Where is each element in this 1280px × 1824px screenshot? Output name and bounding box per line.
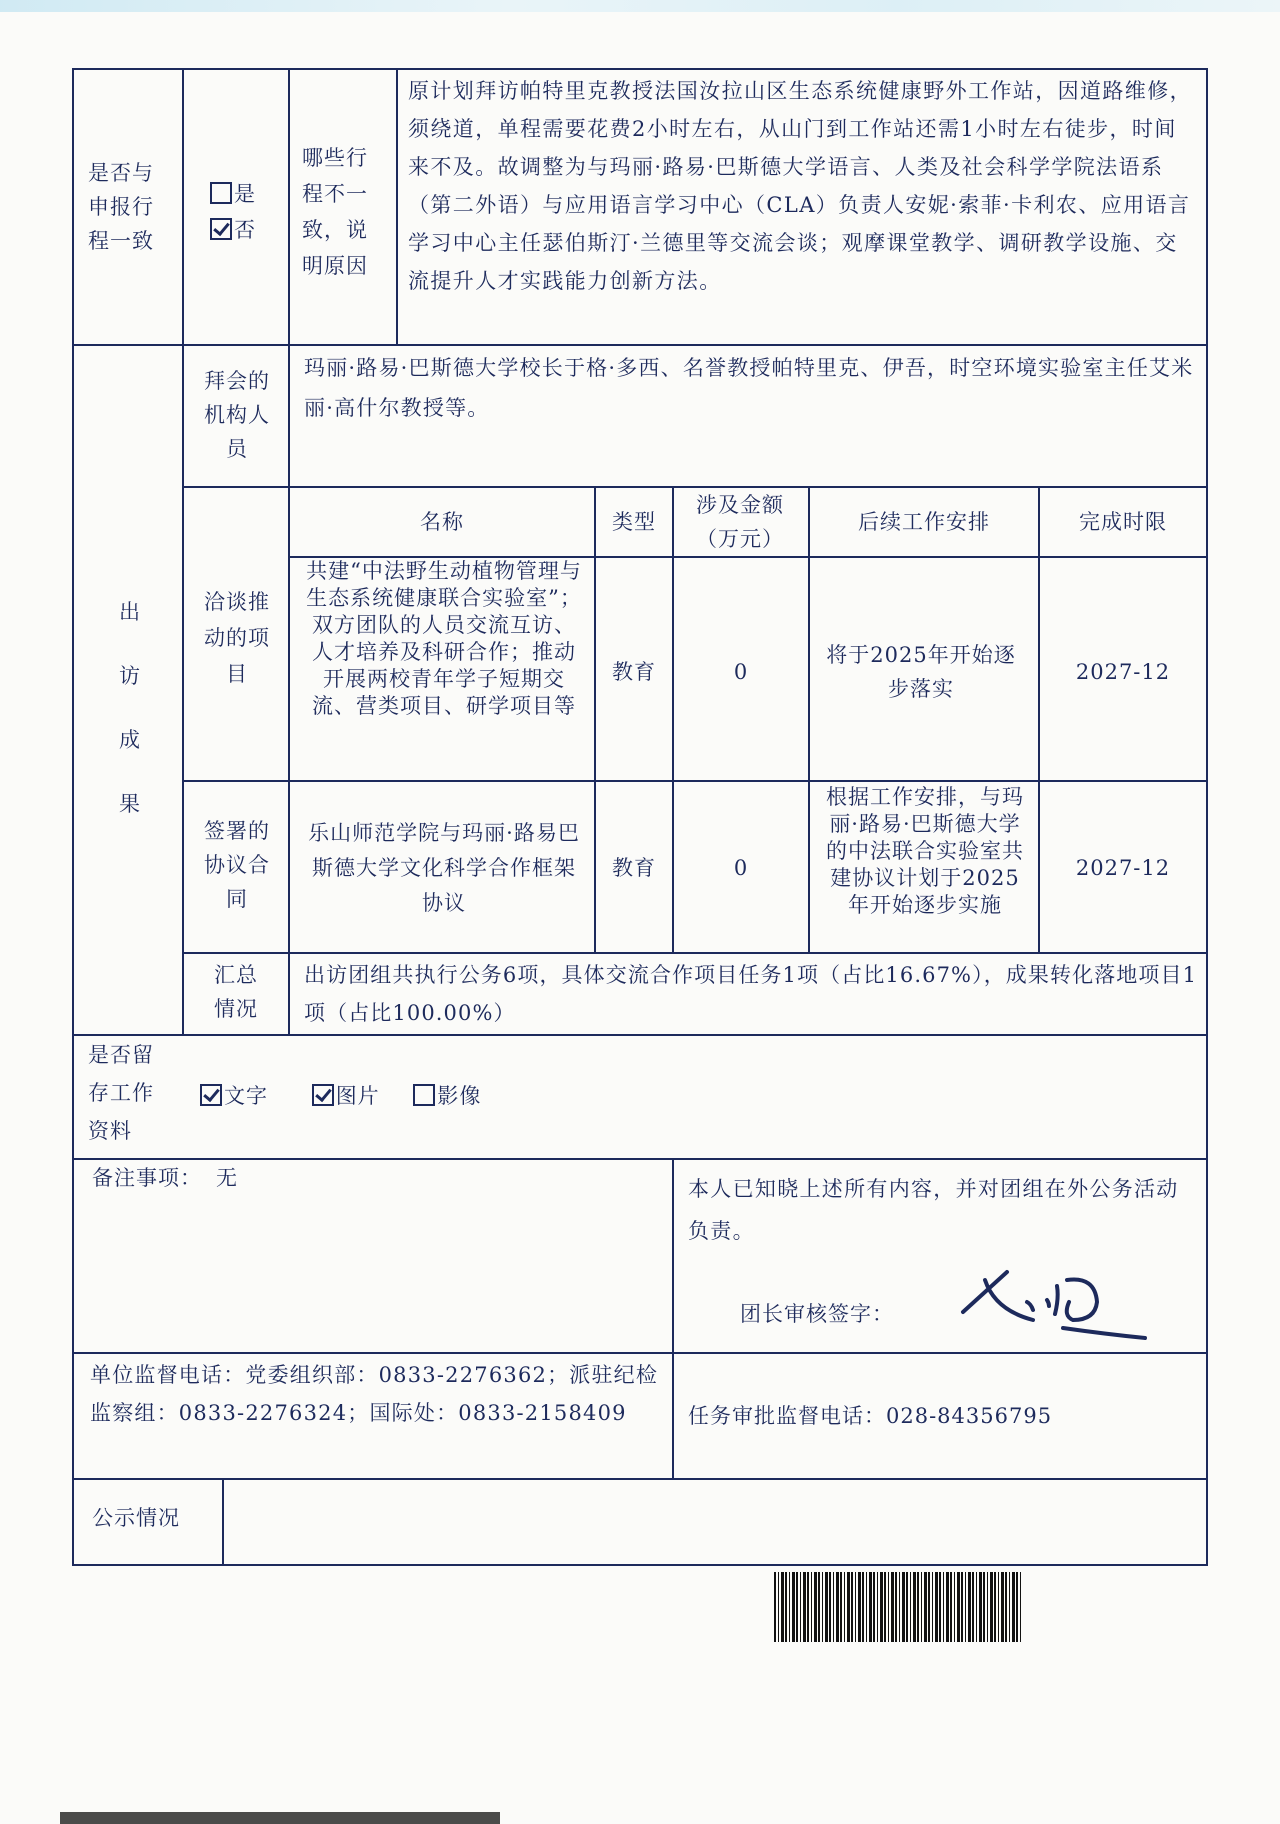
project-amount: 0	[733, 660, 749, 684]
table-border-bottom	[72, 1564, 1208, 1566]
row-divider	[184, 952, 1208, 954]
consistency-options	[210, 176, 286, 248]
bottom-scan-edge	[60, 1812, 500, 1824]
projects-label: 洽谈推动的项目	[204, 590, 270, 686]
agreement-name: 乐山师范学院与玛丽·路易巴斯德大学文化科学合作框架协议	[308, 821, 580, 915]
agreements-label: 签署的协议合同	[204, 819, 270, 911]
summary-text: 出访团组共执行公务6项，具体交流合作项目任务1项（占比16.67%），成果转化落地项目1项（占比100.00%）	[304, 963, 1198, 1025]
approval-phone-text: 任务审批监督电话：028-84356795	[688, 1404, 1053, 1428]
row-divider	[72, 1034, 1208, 1036]
agreement-deadline: 2027-12	[1075, 856, 1171, 880]
agreement-type: 教育	[612, 856, 656, 880]
table-border-top	[72, 68, 1208, 70]
results-section-label: 出 访 成 果	[119, 600, 141, 816]
col-divider	[672, 1158, 674, 1478]
checkbox-unchecked-icon[interactable]	[210, 182, 232, 204]
summary-label: 汇总情况	[214, 963, 258, 1021]
row-divider	[72, 1478, 1208, 1480]
col-divider	[182, 68, 184, 1036]
materials-options	[200, 1078, 760, 1114]
reason-label: 哪些行程不一致，说明原因	[302, 146, 368, 278]
reason-text: 原计划拜访帕特里克教授法国汝拉山区生态系统健康野外工作站，因道路维修，须绕道，单程需要花费2小时左右，从山门到工作站还需1小时左右徒步，时间来不及。故调整为与玛丽·路易·巴斯德大学语言、人类及社会科学学院法语系（第二外语）与应用语言学习中心（CLA）负责人安妮·索菲·卡利农、应用语言学习中心主任瑟伯斯汀·兰德里等交流会谈；观摩课堂教学、调研教学设施、交流提升人才实践能力创新方法。	[408, 79, 1192, 293]
publicity-label: 公示情况	[92, 1506, 180, 1530]
checkbox-checked-icon[interactable]	[200, 1084, 222, 1106]
unit-phone-text: 单位监督电话：党委组织部：0833-2276362；派驻纪检监察组：0833-2276324；国际处：0833-2158409	[90, 1363, 659, 1425]
option-no[interactable]: 否	[210, 212, 286, 248]
checkbox-unchecked-icon[interactable]	[413, 1084, 435, 1106]
visited-text: 玛丽·路易·巴斯德大学校长于格·多西、名誉教授帕特里克、伊吾，时空环境实验室主任艾米丽·高什尔教授等。	[304, 356, 1194, 420]
col-divider	[1038, 486, 1040, 952]
col-divider	[396, 68, 398, 344]
col-divider	[222, 1478, 224, 1566]
row-divider	[72, 1158, 1208, 1160]
project-deadline: 2027-12	[1075, 660, 1171, 684]
checkbox-checked-icon[interactable]	[210, 218, 232, 240]
header-followup: 后续工作安排	[858, 510, 990, 534]
agreement-followup: 根据工作安排，与玛丽·路易·巴斯德大学的中法联合实验室共建协议计划于2025年开始逐步实施	[826, 785, 1024, 917]
barcode	[774, 1572, 1022, 1642]
col-divider	[808, 486, 810, 952]
material-option-video[interactable]: 影像	[413, 1084, 481, 1108]
declaration-text: 本人已知晓上述所有内容，并对团组在外公务活动负责。	[688, 1177, 1179, 1243]
col-divider	[288, 68, 290, 344]
row-divider	[72, 344, 1208, 346]
header-name: 名称	[420, 510, 464, 534]
remarks-label: 备注事项： 无	[92, 1166, 238, 1190]
material-option-text[interactable]: 文字	[200, 1084, 268, 1108]
header-amount: 涉及金额（万元）	[696, 493, 784, 551]
top-scan-edge	[0, 0, 1280, 12]
table-border-right	[1206, 68, 1208, 1566]
header-type: 类型	[612, 510, 656, 534]
row-divider	[72, 1352, 1208, 1354]
row-divider	[184, 780, 1208, 782]
handwritten-signature	[955, 1262, 1155, 1342]
material-option-image[interactable]: 图片	[312, 1084, 380, 1108]
agreement-amount: 0	[733, 856, 749, 880]
materials-label: 是否留存工作资料	[88, 1043, 154, 1143]
table-border-left	[72, 68, 74, 1566]
col-divider	[672, 486, 674, 952]
project-type: 教育	[612, 660, 656, 684]
consistency-label: 是否与申报行程一致	[88, 161, 154, 253]
visited-label: 拜会的机构人员	[204, 369, 270, 461]
project-name: 共建“中法野生动植物管理与生态系统健康联合实验室”；双方团队的人员交流互访、人才培养及科研合作；推动开展两校青年学子短期交流、营类项目、研学项目等	[306, 559, 582, 718]
checkbox-checked-icon[interactable]	[312, 1084, 334, 1106]
option-yes[interactable]: 是	[210, 176, 286, 212]
col-divider	[594, 486, 596, 952]
sign-label: 团长审核签字：	[740, 1302, 894, 1326]
col-divider	[288, 344, 290, 1034]
project-followup: 将于2025年开始逐步落实	[826, 643, 1016, 701]
remarks-value: 无	[216, 1166, 238, 1190]
header-deadline: 完成时限	[1079, 510, 1167, 534]
